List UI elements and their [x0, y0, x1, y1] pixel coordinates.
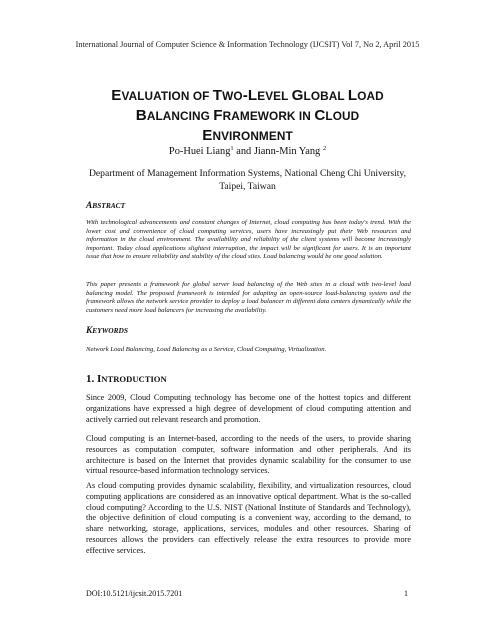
abstract-paragraph-2: This paper presents a framework for global server load balancing of the Web sites in a cloud with two-level load balancing model. The proposed framework is intended for adapting an open-source load-balancing system and the framework allows the network service provider to deploy a load balancer in different data centers dynamically while the customers need more load balancers for increasing the availability. — [86, 281, 411, 314]
title-line-3: ENVIRONMENT — [202, 127, 293, 144]
intro-paragraph-2: Cloud computing is an Internet-based, according to the needs of the users, to provide sharing resources as computation computer, software information and other peripherals. And its architecture is based on the Internet that provides dynamic scalability for the consumer to use virtual resource-based information technology services. — [86, 434, 411, 476]
intro-paragraph-1: Since 2009, Cloud Computing technology has become one of the hottest topics and different organizations have expressed a high degree of development of cloud computing attention and actively carried out relevant research and promotion. — [86, 393, 411, 424]
affiliation-line-1: Department of Management Information Systems, National Cheng Chi University, — [89, 168, 406, 179]
introduction-heading: 1. INTRODUCTION — [86, 373, 167, 385]
keywords-heading: KEYWORDS — [86, 326, 128, 336]
abstract-paragraph-1: With technological advancements and constant changes of Internet, cloud computing has been today's trend. With the lower cost and convenience of cloud computing services, users have increasingly put their Web resources and information in the cloud environment. The availability and reliability of the client systems will become increasingly important. Today cloud applications slightest interruption, the impact will be significant for users. It is an important issue that how to ensure reliability and stability of the cloud sites. Load balancing would be one good solution. — [86, 219, 411, 261]
title-line-2: BALANCING FRAMEWORK IN CLOUD — [135, 107, 360, 124]
paper-title — [60, 86, 435, 146]
author-1: Po-Huei Liang — [168, 146, 231, 157]
keywords-text: Network Load Balancing, Load Balancing as a Service, Cloud Computing, Virtualization. — [86, 346, 327, 353]
affiliation — [70, 167, 425, 193]
author-1-affil-mark: 1 — [230, 145, 234, 152]
journal-header: International Journal of Computer Science & Information Technology (IJCSIT) Vol 7, No 2, April 2015 — [75, 40, 420, 49]
doi-footer: DOI:10.5121/ijcsit.2015.7201 — [86, 589, 183, 598]
affiliation-line-2: Taipei, Taiwan — [219, 181, 276, 192]
author-2-affil-mark: 2 — [322, 145, 327, 152]
author-line — [0, 145, 495, 157]
author-2: and Jiann-Min Yang — [233, 146, 323, 157]
page-number: 1 — [404, 589, 408, 598]
intro-paragraph-3: As cloud computing provides dynamic scalability, flexibility, and virtualization resources, cloud computing applications are considered as an innovative optical department. What is the so-called cloud computing? According to the U.S. NIST (National Institute of Standards and Technology), the objective definition of cloud computing is a convenient way, according to the demand, to share networking, storage, applications, services, modules and other resources. Sharing of resources allows the providers can effectively release the extra resources to provide more effective services. — [86, 481, 411, 555]
abstract-heading: ABSTRACT — [86, 201, 126, 211]
title-line-1: EVALUATION OF TWO-LEVEL GLOBAL LOAD — [111, 87, 384, 104]
